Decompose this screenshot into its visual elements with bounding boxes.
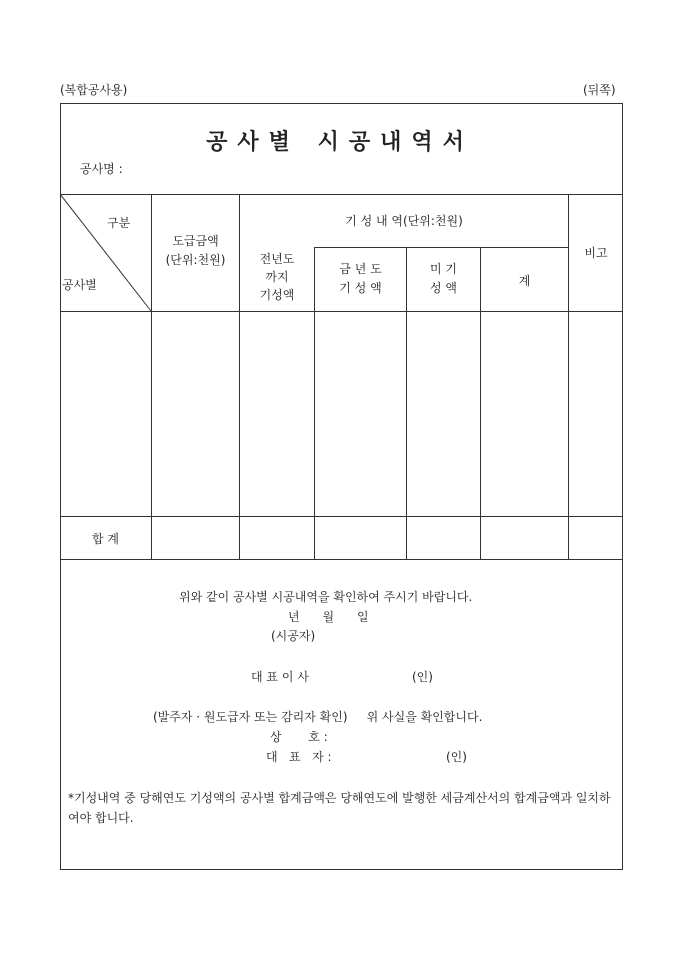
representative-label: 대 표 자 : xyxy=(266,750,332,764)
request-sentence: 위와 같이 공사별 시공내역을 확인하여 주시기 바랍니다. xyxy=(179,590,473,604)
header-unpaid-amount: 미 기 성 액 xyxy=(430,262,457,295)
header-total: 계 xyxy=(518,274,531,288)
header-remarks: 비고 xyxy=(584,246,608,260)
col-divider-5 xyxy=(480,247,481,559)
header-category-label: 구분 xyxy=(107,216,131,230)
orderer-confirm-line: (발주자 · 원도급자 또는 감리자 확인) 위 사실을 확인합니다. xyxy=(153,710,483,724)
document-title: 공사별 시공내역서 xyxy=(206,129,474,155)
progress-sub-divider xyxy=(315,247,568,248)
header-progress-details: 기 성 내 역(단위:천원) xyxy=(345,214,463,228)
company-name-label: 상 호 : xyxy=(270,730,328,744)
page-side-label: (뒤쪽) xyxy=(583,83,616,97)
seal-mark-1: (인) xyxy=(412,670,433,684)
table-body-bottom xyxy=(60,516,623,517)
table-bottom-border xyxy=(60,559,623,560)
header-contract-amount: 도급금액 (단위:천원) xyxy=(165,234,226,267)
header-by-work-label: 공사별 xyxy=(62,278,97,292)
footnote: *기성내역 중 당해연도 기성액의 공사별 합계금액은 당해연도에 발행한 세금계산서의 합계금액과 일치하여야 합니다. xyxy=(68,791,611,825)
project-name-label: 공사명 : xyxy=(80,162,123,176)
date-line: 년 월 일 xyxy=(288,610,369,624)
header-prev-year-amount: 전년도 까지 기성액 xyxy=(259,252,295,302)
total-row-label: 합 계 xyxy=(92,532,119,546)
header-diagonal xyxy=(60,194,152,312)
contractor-label: (시공자) xyxy=(271,629,316,643)
ceo-label: 대 표 이 사 xyxy=(251,670,309,684)
col-divider-2 xyxy=(239,194,240,559)
form-type-label: (복합공사용) xyxy=(60,83,128,97)
seal-mark-2: (인) xyxy=(446,750,467,764)
header-this-year-amount: 금 년 도 기 성 액 xyxy=(339,262,382,295)
